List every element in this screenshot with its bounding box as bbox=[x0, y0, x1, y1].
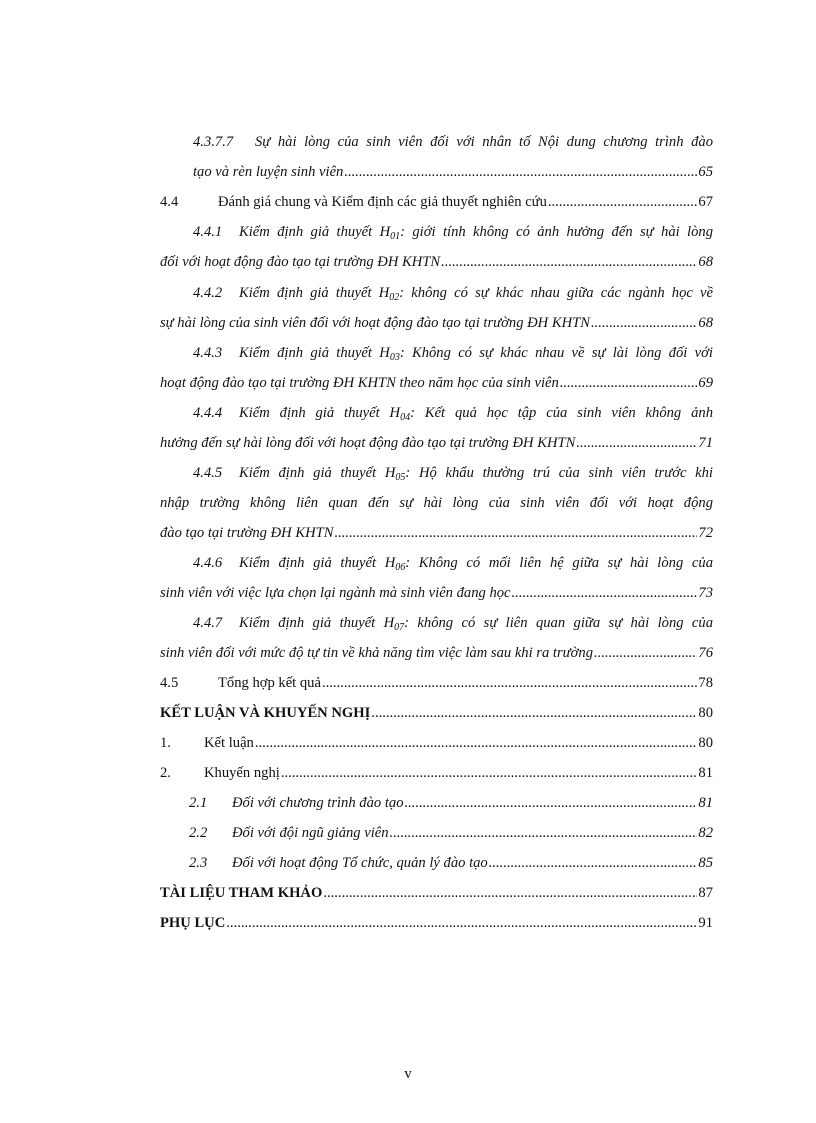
toc-entry-446-line1 bbox=[193, 553, 713, 573]
toc-entry-447-line2 bbox=[160, 643, 713, 663]
toc-entry-title: Đối với chương trình đào tạo bbox=[232, 795, 404, 811]
toc-entry-title: PHỤ LỤC bbox=[160, 915, 226, 931]
toc-entry-title: Kiểm định giả thuyết H bbox=[239, 615, 395, 631]
toc-entry-444-line2 bbox=[160, 433, 713, 453]
toc-entry-441-line1 bbox=[193, 222, 713, 242]
toc-entry-number: 4.4.1 bbox=[193, 224, 223, 240]
toc-entry-title-cont: đối với hoạt động đào tạo tại trường ĐH KHTN bbox=[160, 254, 441, 270]
toc-entry-number: 1. bbox=[160, 735, 171, 751]
toc-entry-title: Tổng hợp kết quả bbox=[218, 675, 321, 691]
toc-entry-number: 4.4 bbox=[160, 194, 179, 210]
toc-entry-445-line1 bbox=[193, 463, 713, 483]
toc-entry-title-cont: đào tạo tại trường ĐH KHTN bbox=[160, 525, 334, 541]
toc-page-number: 71 bbox=[698, 435, 713, 451]
toc-entry-445-line2 bbox=[160, 493, 713, 513]
toc-entry-number: 4.4.5 bbox=[193, 465, 223, 481]
dot-leader bbox=[322, 673, 697, 693]
dot-leader bbox=[548, 192, 698, 212]
toc-entry-number: 4.5 bbox=[160, 675, 179, 691]
dot-leader bbox=[323, 883, 697, 903]
dot-leader bbox=[371, 703, 697, 723]
toc-entry-445-line3 bbox=[160, 523, 713, 543]
page-number-footer: v bbox=[404, 1066, 412, 1082]
toc-entry-443-line1 bbox=[193, 343, 713, 363]
toc-page-number: 76 bbox=[698, 645, 713, 661]
toc-entry-title-cont: hoạt động đào tạo tại trường ĐH KHTN theo năm học của sinh viên bbox=[160, 375, 559, 391]
toc-entry-title-rest: : không có sự liên quan giữa sự hài lòng của bbox=[404, 615, 713, 631]
dot-leader bbox=[591, 313, 697, 333]
toc-entry-number: 4.4.7 bbox=[193, 615, 223, 631]
toc-entry-number: 4.3.7.7 bbox=[193, 134, 234, 150]
toc-page-number: 91 bbox=[698, 915, 713, 931]
toc-entry-title-rest: : Không có sự khác nhau về sự lài lòng đối với bbox=[399, 345, 713, 361]
toc-entry-title: Kiểm định giả thuyết H bbox=[239, 285, 390, 301]
toc-entry-4377-line2 bbox=[193, 162, 713, 182]
toc-page-number: 85 bbox=[698, 855, 713, 871]
toc-entry-1 bbox=[160, 733, 713, 753]
hypothesis-subscript: 07 bbox=[394, 622, 405, 633]
toc-page-number: 80 bbox=[698, 735, 713, 751]
toc-entry-45 bbox=[160, 673, 713, 693]
dot-leader bbox=[405, 793, 698, 813]
toc-entry-tai-lieu bbox=[160, 883, 713, 903]
toc-entry-title: Khuyến nghị bbox=[204, 765, 280, 781]
toc-entry-title: TÀI LIỆU THAM KHẢO bbox=[160, 885, 323, 901]
toc-page-number: 73 bbox=[698, 585, 713, 601]
toc-entry-21 bbox=[189, 793, 713, 813]
toc-entry-title-cont: sinh viên đối với mức độ tự tin về khả năng tìm việc làm sau khi ra trường bbox=[160, 645, 594, 661]
toc-entry-title-rest: : giới tính không có ảnh hưởng đến sự hài lòng bbox=[400, 224, 713, 240]
toc-page-number: 81 bbox=[698, 765, 713, 781]
dot-leader bbox=[441, 252, 697, 272]
dot-leader bbox=[390, 823, 698, 843]
hypothesis-subscript: 01 bbox=[390, 231, 401, 242]
toc-entry-title: Đánh giá chung và Kiểm định các giả thuyết nghiên cứu bbox=[218, 194, 547, 210]
toc-page-number: 80 bbox=[698, 705, 713, 721]
toc-page-number: 72 bbox=[698, 525, 713, 541]
toc-entry-number: 2.2 bbox=[189, 825, 208, 841]
hypothesis-subscript: 06 bbox=[395, 562, 406, 573]
toc-entry-title: Kết luận bbox=[204, 735, 254, 751]
toc-entry-number: 4.4.2 bbox=[193, 285, 223, 301]
toc-entry-title-cont: sự hài lòng của sinh viên đối với hoạt động đào tạo tại trường ĐH KHTN bbox=[160, 315, 590, 331]
dot-leader bbox=[512, 583, 698, 603]
dot-leader bbox=[255, 733, 698, 753]
toc-entry-number: 4.4.6 bbox=[193, 555, 223, 571]
toc-entry-442-line1 bbox=[193, 283, 713, 303]
toc-entry-title-rest: : Không có mối liên hệ giữa sự hài lòng của bbox=[405, 555, 713, 571]
dot-leader bbox=[594, 643, 697, 663]
dot-leader bbox=[334, 523, 697, 543]
dot-leader bbox=[560, 373, 698, 393]
toc-entry-title: KẾT LUẬN VÀ KHUYẾN NGHỊ bbox=[160, 705, 371, 721]
toc-page-number: 67 bbox=[698, 194, 713, 210]
toc-entry-444-line1 bbox=[193, 403, 713, 423]
toc-page-number: 82 bbox=[698, 825, 713, 841]
dot-leader bbox=[226, 913, 697, 933]
dot-leader bbox=[489, 853, 698, 873]
hypothesis-subscript: 05 bbox=[395, 472, 406, 483]
toc-entry-title: Đối với đội ngũ giảng viên bbox=[232, 825, 389, 841]
toc-entry-title-cont: tạo và rèn luyện sinh viên bbox=[193, 164, 344, 180]
toc-entry-23 bbox=[189, 853, 713, 873]
toc-page-number: 78 bbox=[698, 675, 713, 691]
toc-entry-4377-line1 bbox=[193, 132, 713, 152]
toc-entry-number: 4.4.4 bbox=[193, 405, 223, 421]
toc-entry-title: Kiểm định giả thuyết H bbox=[239, 345, 390, 361]
hypothesis-subscript: 02 bbox=[389, 292, 400, 303]
toc-entry-title: Đối với hoạt động Tổ chức, quản lý đào tạo bbox=[232, 855, 488, 871]
toc-entry-title: Kiểm định giả thuyết H bbox=[239, 224, 391, 240]
toc-entry-title-rest: : Kết quả học tập của sinh viên không ảnh bbox=[410, 405, 713, 421]
toc-entry-title: Kiểm định giả thuyết H bbox=[239, 555, 396, 571]
toc-page-number: 68 bbox=[698, 315, 713, 331]
toc-entry-title: Kiểm định giả thuyết H bbox=[239, 405, 401, 421]
hypothesis-subscript: 03 bbox=[389, 352, 400, 363]
toc-page-number: 87 bbox=[698, 885, 713, 901]
toc-entry-447-line1 bbox=[193, 613, 713, 633]
toc-entry-446-line2 bbox=[160, 583, 713, 603]
toc-entry-443-line2 bbox=[160, 373, 713, 393]
toc-entry-title-cont: nhập trường không liên quan đến sự hài lòng của sinh viên đối với hoạt động bbox=[160, 495, 713, 511]
toc-entry-2 bbox=[160, 763, 713, 783]
toc-entry-number: 2.1 bbox=[189, 795, 208, 811]
toc-entry-number: 2. bbox=[160, 765, 171, 781]
toc-entry-44 bbox=[160, 192, 713, 212]
toc-entry-442-line2 bbox=[160, 313, 713, 333]
toc-page-number: 69 bbox=[698, 375, 713, 391]
toc-entry-title-rest: : không có sự khác nhau giữa các ngành học về bbox=[399, 285, 713, 301]
toc-entry-ket-luan bbox=[160, 703, 713, 723]
toc-page-number: 81 bbox=[698, 795, 713, 811]
dot-leader bbox=[344, 162, 697, 182]
toc-entry-title-rest: : Hộ khẩu thường trú của sinh viên trước khi bbox=[405, 465, 713, 481]
toc-page-number: 68 bbox=[698, 254, 713, 270]
dot-leader bbox=[576, 433, 697, 453]
toc-entry-title-cont: sinh viên với việc lựa chọn lại ngành mà sinh viên đang học bbox=[160, 585, 511, 601]
toc-page-number: 65 bbox=[698, 164, 713, 180]
toc-entry-number: 4.4.3 bbox=[193, 345, 223, 361]
toc-entry-title: Kiểm định giả thuyết H bbox=[239, 465, 396, 481]
toc-entry-number: 2.3 bbox=[189, 855, 208, 871]
toc-entry-441-line2 bbox=[160, 252, 713, 272]
toc-entry-22 bbox=[189, 823, 713, 843]
toc-entry-title-cont: hưởng đến sự hài lòng đối với hoạt động đào tạo tại trường ĐH KHTN bbox=[160, 435, 576, 451]
dot-leader bbox=[281, 763, 698, 783]
toc-entry-title: Sự hài lòng của sinh viên đối với nhân tố Nội dung chương trình đào bbox=[255, 134, 713, 150]
toc-entry-phu-luc bbox=[160, 913, 713, 933]
hypothesis-subscript: 04 bbox=[400, 412, 411, 423]
